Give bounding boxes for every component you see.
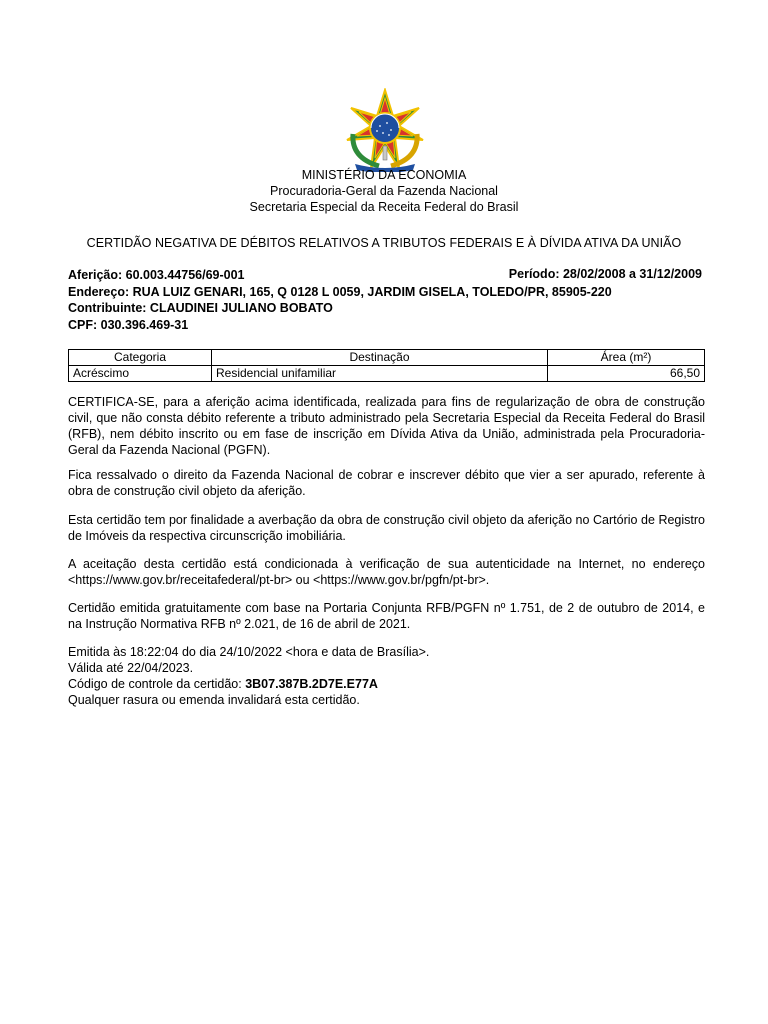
endereco-field: Endereço: RUA LUIZ GENARI, 165, Q 0128 L 0059, JARDIM GISELA, TOLEDO/PR, 85905-220 — [68, 285, 612, 299]
periodo-field: Período: 28/02/2008 a 31/12/2009 — [508, 267, 702, 281]
rasura-line: Qualquer rasura ou emenda invalidará esta certidão. — [68, 693, 360, 707]
brazil-coat-of-arms-icon — [343, 88, 427, 172]
codigo-line — [68, 676, 705, 692]
table-header-row — [69, 350, 705, 366]
table-header-destinacao: Destinação — [212, 350, 548, 366]
cpf-field: CPF: 030.396.469-31 — [68, 318, 189, 332]
table-cell-area: 66,50 — [548, 366, 705, 382]
valida-line: Válida até 22/04/2023. — [68, 661, 194, 675]
emitida-line: Emitida às 18:22:04 do dia 24/10/2022 <hora e data de Brasília>. — [68, 645, 430, 659]
table-cell-destinacao: Residencial unifamiliar — [212, 366, 548, 382]
afericao-field: Aferição: 60.003.44756/69-001 — [68, 268, 245, 282]
base-legal-paragraph: Certidão emitida gratuitamente com base na Portaria Conjunta RFB/PGFN nº 1.751, de 2 de outubro de 2014, e na Instrução Normativa RFB nº 2.021, de 16 de abril de 2021. — [68, 601, 705, 631]
table-header-area: Área (m²) — [548, 350, 705, 366]
autenticidade-paragraph: A aceitação desta certidão está condicionada à verificação de sua autenticidade na Internet, no endereço <https://www.gov.br/receitafederal/pt-br> ou <https://www.gov.br/pgfn/pt-br>. — [68, 557, 705, 587]
table-header-categoria: Categoria — [69, 350, 212, 366]
certifica-paragraph: CERTIFICA-SE, para a aferição acima identificada, realizada para fins de regularização de obra de construção civil, que não consta débito referente a tributo administrado pela Secretaria Especial da Receita Federal do Brasil (RFB), nem débito inscrito ou em fase de inscrição em Dívida Ativa da União, administrada pela Procuradoria-Geral da Fazenda Nacional (PGFN). — [68, 395, 705, 457]
codigo-label: Código de controle da certidão: — [68, 677, 246, 691]
procuradoria-name: Procuradoria-Geral da Fazenda Nacional — [270, 184, 498, 198]
area-table — [68, 349, 705, 382]
contribuinte-field: Contribuinte: CLAUDINEI JULIANO BOBATO — [68, 301, 333, 315]
codigo-value: 3B07.387B.2D7E.E77A — [245, 677, 378, 691]
table-row — [69, 366, 705, 382]
document-title: CERTIDÃO NEGATIVA DE DÉBITOS RELATIVOS A TRIBUTOS FEDERAIS E À DÍVIDA ATIVA DA UNIÃO — [86, 236, 682, 250]
footer-block — [68, 644, 705, 708]
secretaria-name: Secretaria Especial da Receita Federal do Brasil — [249, 200, 519, 214]
ministry-name: MINISTÉRIO DA ECONOMIA — [301, 168, 467, 182]
finalidade-paragraph: Esta certidão tem por finalidade a averbação da obra de construção civil objeto da aferição no Cartório de Registro de Imóveis da respectiva circunscrição imobiliária. — [68, 513, 705, 543]
table-cell-categoria: Acréscimo — [69, 366, 212, 382]
ressalva-paragraph: Fica ressalvado o direito da Fazenda Nacional de cobrar e inscrever débito que vier a ser apurado, referente à obra de construção civil objeto da aferição. — [68, 468, 705, 498]
